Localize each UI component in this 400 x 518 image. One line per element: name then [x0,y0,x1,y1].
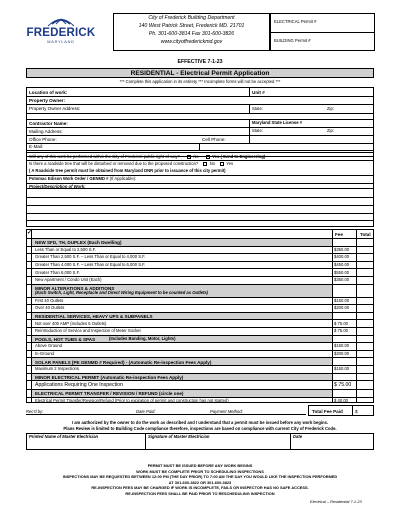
potomac-edison-label: Potomac Edison Work Order / GENMD # [29,176,109,181]
authorization-statement: I am authorized by the owner to do the work as described and I understand that a permit must be issued before any work begins. [71,420,329,425]
fee-section-row [27,357,373,365]
fee-item-row [27,397,373,405]
fee-item-label: Greater Than 2,500 S.F. – Less Than or Equal to 4,000 S.F. [35,254,146,260]
location-field[interactable] [87,88,247,96]
fee-item-label: New Apartment / Condo Unit (Each) [35,277,102,283]
contractor-field[interactable] [87,120,247,127]
fee-item-row [27,342,373,350]
total-fee-paid-field[interactable] [359,406,373,416]
check-icon: ✓ [27,230,33,236]
fee-section-row [27,312,373,320]
fee-amount: $150.00 [334,343,350,349]
fee-amount: $150.00 [334,297,350,303]
plans-review-statement: Plans Review is limited to Building Code compliance therefore, inspections are based on compliance with current City of Frederick Code. [63,426,337,431]
fee-section-label: MINOR ALTERATIONS & ADDITIONS [35,285,115,291]
mailing-zip-label: Zip: [327,128,334,133]
footer-line-4: AT 301-600-3822 OR 301-600-3823 [168,479,232,485]
owner-address-field[interactable] [107,105,247,113]
date-paid-label: Date Paid: [136,409,156,414]
roadside-tree-question [29,162,233,167]
signature-field[interactable] [146,440,289,449]
mailing-address-field[interactable] [87,128,247,135]
fee-amount: $550.00 [334,269,350,275]
logo-subtitle: MARYLAND [47,40,75,44]
total-column-header: Total [360,231,371,237]
owner-address-label: Property Owner Address: [29,106,81,111]
office-phone-label: Office Phone: [29,137,57,142]
fee-section-label: NEW SFD, TH, DUPLEX (Each Dwelling) [35,240,122,246]
signature-block [26,433,374,450]
fee-section-row [27,389,373,397]
fee-amount: $ 75.00 [334,328,348,334]
fee-amount: $350.00 [334,277,350,283]
fee-item-row [27,380,373,389]
fee-amount: $400.00 [334,254,350,260]
effective-date: EFFECTIVE 7-1-23 [177,59,223,65]
complete-note: *** Complete this application in its entirety *** Incomplete forms will not be accepted *** [119,79,281,84]
fee-table [26,229,374,403]
project-description-field[interactable] [26,189,374,227]
fee-item-label: Not over 400 AMP (Includes 6 Outlets) [35,320,107,326]
fee-amount: $150.00 [334,366,350,372]
fee-section-label: RESIDENTIAL SERVICES, HEAVY UPS & SUBPANELS [35,314,153,320]
office-phone-field[interactable] [77,136,197,143]
md-license-label: Maryland State License # [252,120,303,125]
footer-line-5: RE-INSPECTION FEES MAY BE CHARGED IF WORK IS INCOMPLETE, FAILS OR INSPECTOR HAS NO SAFE ACCESS. [91,485,309,490]
fee-item-row [27,246,373,254]
footer-line-1: PERMIT MUST BE ISSUED BEFORE ANY WORK BEGINS [147,463,253,468]
fee-section-label: MINOR ELECTRICAL PERMIT (Automatic Re-inspection Fees Apply) [35,374,184,380]
permit-number-box [270,13,375,51]
signature-date-field[interactable] [291,440,373,449]
fee-item-label: Electrical Permit Transfer/Revision/Refund (Prior to expiration of permit and construction has not started) [35,398,229,404]
fee-section-extra: (Includes Bonding, Motor, Lights) [109,336,176,342]
owner-state-label: State: [252,106,263,111]
right-of-way-no-checkbox[interactable] [187,155,191,159]
fee-amount: $ 75.00 [334,320,348,326]
roadside-tree-note: ( A Roadside tree permit must be obtained from Maryland DNR prior to issuance of this city permit) [29,167,226,173]
fee-item-label: Greater Than 4,000 S.F. – Less Than or Equal to 6,000 S.F. [35,262,146,268]
fee-item-label: Maximum 2 Inspections [35,366,79,372]
department-address: 140 West Patrick Street, Frederick MD. 21701 [138,23,245,29]
roadside-tree-yes-checkbox[interactable] [220,162,224,166]
payment-method-label: Payment Method: [210,409,243,414]
fee-item-label: Applications Requiring One Inspection [35,381,123,388]
printed-name-field[interactable] [27,440,144,449]
fee-section-subtitle: (Each Switch, Light, Receptacle and Direct Wiring Equipment to be counted as Outlets) [35,290,209,296]
fee-item-label: Reintroduction of Service and Inspection of Meter Socket [35,328,141,334]
fee-amount: $350.00 [334,246,350,252]
fee-column-header: Fee [335,231,343,237]
fee-section-label: ELECTRICAL PERMIT TRANSFER / REVISION / REFUND (circle one) [35,391,184,397]
fee-item-row [27,350,373,358]
fee-section-row [27,284,373,297]
potomac-edison-row [29,177,136,182]
building-permit-label: BUILDING Permit # [274,38,311,43]
unit-field[interactable] [272,88,372,96]
right-of-way-question-text: Will any of this work be performed within the City of Frederick public right-of-way? [29,153,181,159]
fee-item-row [27,268,373,276]
roadside-tree-no-checkbox[interactable] [203,162,207,166]
project-description-label: Project/Description of Work: [29,183,86,189]
contractor-label: Contractor Name: [29,121,68,126]
right-of-way-no-label: No [193,153,199,159]
fee-amount: $450.00 [334,262,350,268]
right-of-way-question [29,155,265,160]
footer-line-2: WORK MUST BE COMPLETE PRIOR TO SCHEDULING INSPECTIONS [136,468,264,474]
department-name: City of Frederick Building Department [148,15,235,21]
fee-amount: $200.00 [334,305,350,311]
right-of-way-yes-checkbox[interactable] [206,155,210,159]
unit-label: Unit # [252,90,265,95]
owner-zip-label: Zip: [327,106,334,111]
department-website: www.cityoffrederickmd.gov [160,39,223,45]
fee-section-row [27,238,373,246]
potomac-edison-if-applicable: (If Applicable): [109,176,137,181]
fee-item-label: Over 40 Outlets [35,305,65,311]
fee-amount: $ 40.00 [334,398,348,404]
fee-section-label: POOLS, HOT TUBS & SPAS [35,336,96,342]
fee-item-row [27,276,373,284]
email-label: E-Mail: [29,144,44,149]
location-label: Location of work: [29,90,68,95]
roadside-tree-yes-label: Yes [226,161,234,167]
fee-item-label: Less Than or Equal to 2,500 S.F. [35,246,96,252]
applicant-info-table [26,87,374,157]
total-fee-paid-dollar: $ [355,408,358,414]
electrical-permit-label: ELECTRICAL Permit # [274,19,317,24]
fee-item-row [27,327,373,335]
fee-section-label: SOLAR PANELS (PE GENMD # Required) - (Automatic Re-inspection Fees Apply) [35,359,212,365]
roadside-tree-question-text: Is there a roadside tree that will be disturbed or removed due to the proposed construction? [29,161,199,167]
cell-phone-field[interactable] [232,136,372,143]
roadside-tree-no-label: No [209,161,215,167]
cell-phone-label: Cell Phone: [202,137,226,142]
email-field[interactable] [57,143,372,150]
footer-line-6: RE-INSPECTION FEES SHALL BE PAID PRIOR TO RESCHEDULING INSPECTION [125,490,275,496]
right-of-way-yes-label: Yes ( Send to Engineering) [212,153,266,159]
form-identifier: Electrical – Residential 7-1-23 [310,499,362,504]
fee-item-row [27,253,373,261]
mailing-state-label: State: [252,128,263,133]
printed-name-label: Printed Name of Master Electrician [29,434,99,439]
property-owner-field[interactable] [87,96,372,104]
fee-item-row [27,365,373,373]
fee-item-row [27,319,373,327]
form-title-bar [26,68,374,78]
footer-line-3: INSPECTIONS MAY BE REQUESTED BETWEEN 12:00 PM (THE DAY PRIOR) TO 7:00 AM THE DAY YOU WOULD LIKE THE INSPECTION PERFORMED [62,474,338,479]
received-by-label: Rec'd by: [26,409,44,414]
fee-item-label: Above Ground [35,343,63,349]
payment-row [26,405,374,416]
fee-item-label: In-Ground [35,351,54,357]
fee-item-label: First 40 Outlets [35,297,64,303]
fee-section-row [27,373,373,381]
fee-item-row [27,297,373,305]
signature-date-label: Date [293,434,303,439]
signature-label: Signature of Master Electrician [148,434,210,439]
city-logo [22,14,100,48]
total-fee-paid-box [308,405,374,416]
fee-amount: $200.00 [334,351,350,357]
fee-item-label: Greater Than 6,000 S.F. [35,269,80,275]
mailing-address-label: Mailing Address: [29,129,63,134]
fee-item-row [27,304,373,312]
department-box [113,13,270,51]
form-title: RESIDENTIAL - Electrical Permit Application [130,70,270,77]
total-fee-paid-label: Total Fee Paid [312,408,343,414]
property-owner-label: Property Owner: [29,98,65,103]
fee-item-row [27,261,373,269]
fee-section-row [27,335,373,343]
questions-block [26,152,374,189]
logo-wordmark: FREDERICK [26,27,96,39]
department-phone: Ph. 301-600-3814 Fax 301-600-3826 [148,31,235,37]
fee-amount: $ 75.00 [334,381,352,388]
